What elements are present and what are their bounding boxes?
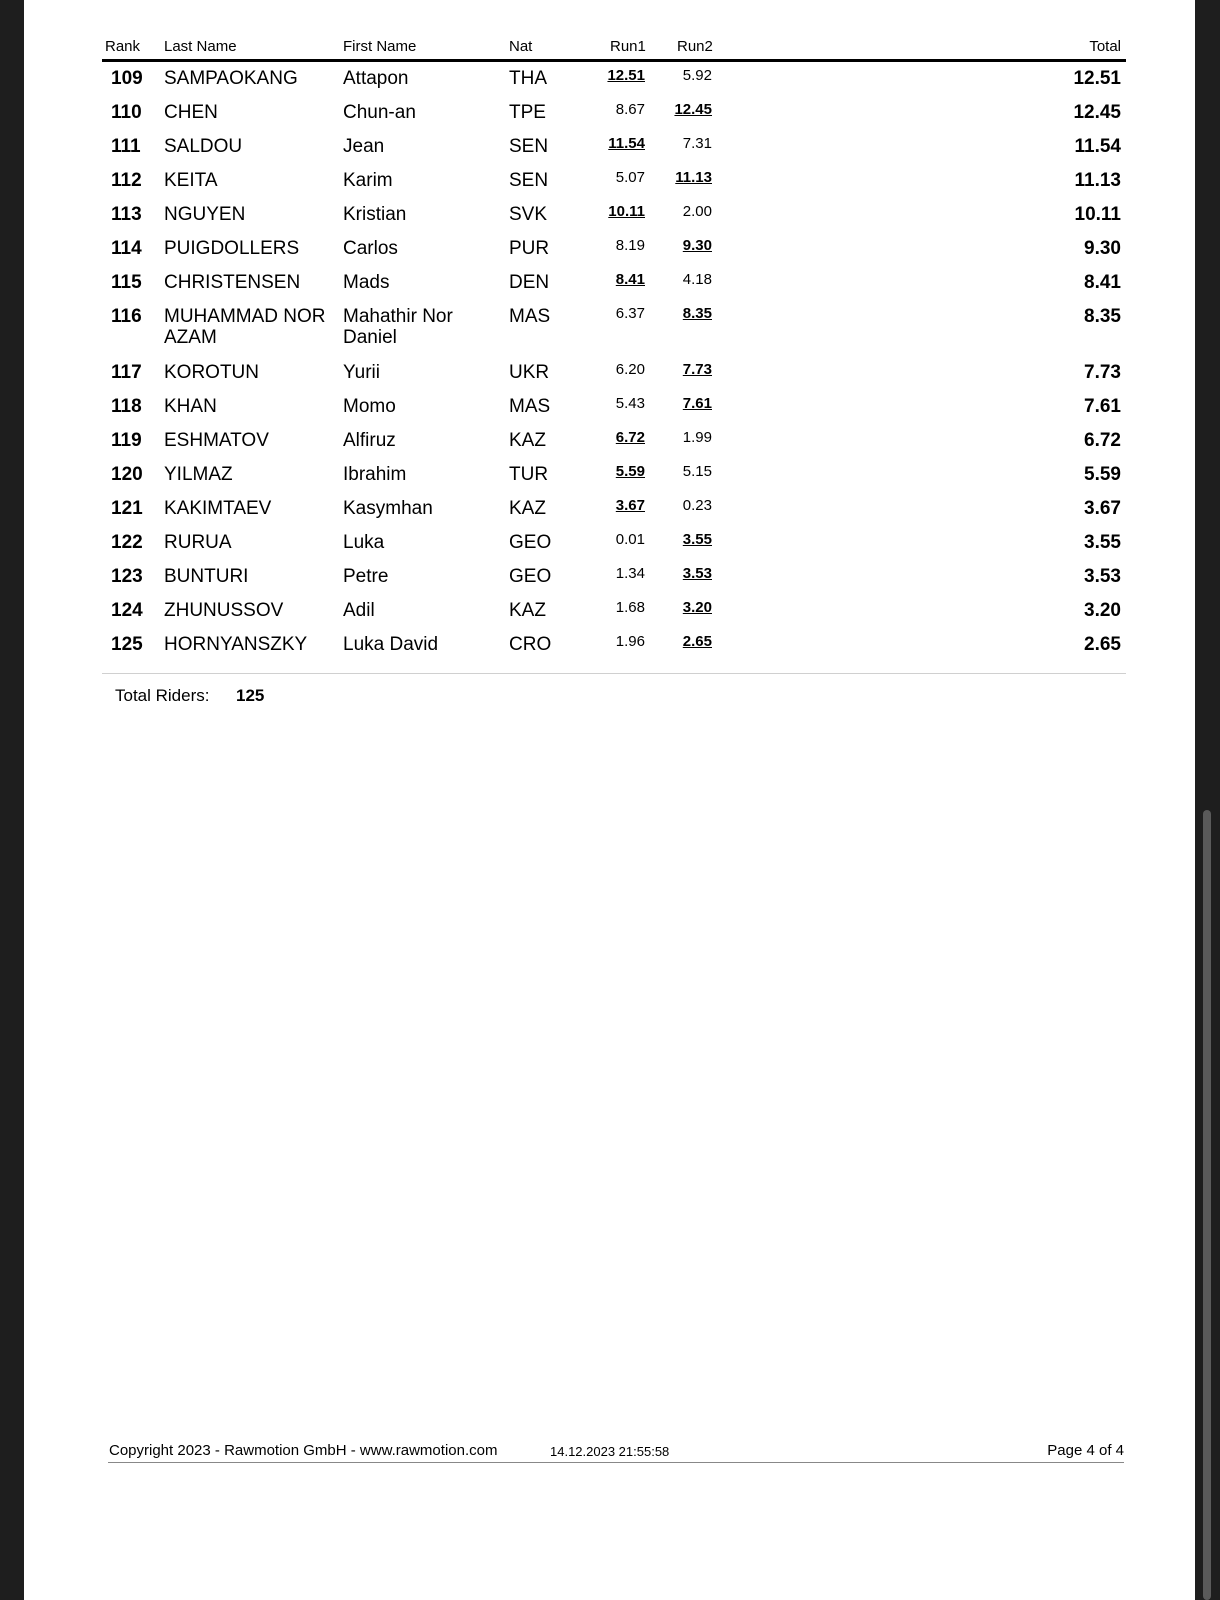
total-cell: 3.20 (1084, 600, 1121, 621)
first-name-cell: Petre (343, 566, 389, 587)
nat-cell: GEO (509, 532, 552, 553)
header-first-name: First Name (343, 38, 417, 55)
last-name-cell: ZHUNUSSOV (164, 600, 284, 621)
header-nat: Nat (509, 38, 533, 55)
nat-cell: MAS (509, 396, 551, 417)
total-cell: 11.13 (1074, 170, 1121, 191)
first-name-cell: Kasymhan (343, 498, 433, 519)
run1-cell: 1.68 (615, 599, 645, 616)
first-name-cell: Kristian (343, 204, 407, 225)
run2-cell: 11.13 (675, 169, 712, 186)
run2-cell: 4.18 (682, 271, 712, 288)
last-name-cell: BUNTURI (164, 566, 249, 587)
last-name-cell: CHRISTENSEN (164, 272, 301, 293)
total-cell: 3.55 (1084, 532, 1121, 553)
first-name-cell: Mahathir Nor Daniel (343, 306, 453, 348)
first-name-cell: Carlos (343, 238, 398, 259)
last-name-cell: NGUYEN (164, 204, 246, 225)
footer-page-number: Page 4 of 4 (1047, 1442, 1124, 1459)
first-name-cell: Momo (343, 396, 396, 417)
rank-cell: 110 (111, 102, 142, 123)
run1-cell: 8.67 (615, 101, 645, 118)
rank-cell: 117 (111, 362, 142, 383)
first-name-cell: Attapon (343, 68, 409, 89)
table-row (0, 136, 1220, 170)
header-run1: Run1 (610, 38, 646, 55)
last-name-cell: KAKIMTAEV (164, 498, 272, 519)
last-name-cell: SAMPAOKANG (164, 68, 298, 89)
first-name-cell: Chun-an (343, 102, 416, 123)
header-last-name: Last Name (164, 38, 237, 55)
run2-cell: 9.30 (682, 237, 712, 254)
run1-cell: 0.01 (615, 531, 645, 548)
last-name-cell: KOROTUN (164, 362, 259, 383)
first-name-cell: Alfiruz (343, 430, 396, 451)
total-riders-value: 125 (236, 686, 265, 705)
run1-cell: 11.54 (608, 135, 645, 152)
rank-cell: 116 (111, 306, 142, 327)
total-riders-label: Total Riders: (115, 686, 210, 705)
total-cell: 12.45 (1073, 102, 1121, 123)
run1-cell: 5.07 (615, 169, 645, 186)
header-total: Total (1089, 38, 1121, 55)
total-cell: 9.30 (1084, 238, 1121, 259)
run2-cell: 7.61 (682, 395, 712, 412)
run1-cell: 6.20 (615, 361, 645, 378)
total-cell: 8.35 (1084, 306, 1121, 327)
run2-cell: 2.65 (682, 633, 712, 650)
run1-cell: 6.72 (615, 429, 645, 446)
rank-cell: 111 (111, 136, 141, 157)
first-name-cell: Jean (343, 136, 385, 157)
last-name-cell: MUHAMMAD NOR AZAM (164, 306, 326, 348)
run1-cell: 3.67 (615, 497, 645, 514)
last-name-cell: CHEN (164, 102, 218, 123)
first-name-cell: Yurii (343, 362, 380, 383)
first-name-cell: Ibrahim (343, 464, 407, 485)
nat-cell: MAS (509, 306, 551, 327)
table-row (0, 272, 1220, 306)
rank-cell: 122 (111, 532, 143, 553)
table-row (0, 305, 1220, 348)
run2-cell: 5.92 (682, 67, 712, 84)
last-name-cell: PUIGDOLLERS (164, 238, 300, 259)
rank-cell: 124 (111, 600, 143, 621)
nat-cell: UKR (509, 362, 550, 383)
rank-cell: 121 (111, 498, 143, 519)
nat-cell: DEN (509, 272, 550, 293)
run1-cell: 10.11 (608, 203, 645, 220)
rank-cell: 112 (111, 170, 142, 191)
rank-cell: 119 (111, 430, 142, 451)
footer-divider (108, 1462, 1124, 1463)
rank-cell: 125 (111, 634, 143, 655)
rank-cell: 115 (111, 272, 142, 293)
nat-cell: CRO (509, 634, 552, 655)
nat-cell: THA (509, 68, 547, 89)
run1-cell: 6.37 (615, 305, 645, 322)
last-name-cell: ESHMATOV (164, 430, 269, 451)
run1-cell: 5.59 (615, 463, 645, 480)
table-row (0, 566, 1220, 600)
run1-cell: 8.19 (615, 237, 645, 254)
first-name-cell: Luka David (343, 634, 439, 655)
rank-cell: 118 (111, 396, 142, 417)
last-name-cell: KHAN (164, 396, 217, 417)
table-row (0, 396, 1220, 430)
run1-cell: 12.51 (607, 67, 645, 84)
table-row (0, 464, 1220, 498)
nat-cell: TUR (509, 464, 549, 485)
table-row (0, 170, 1220, 204)
total-cell: 2.65 (1084, 634, 1121, 655)
run2-cell: 3.55 (682, 531, 712, 548)
first-name-cell: Adil (343, 600, 375, 621)
run2-cell: 0.23 (682, 497, 712, 514)
table-row (0, 102, 1220, 136)
total-cell: 11.54 (1074, 136, 1121, 157)
table-row (0, 362, 1220, 396)
last-name-cell: RURUA (164, 532, 232, 553)
table-row (0, 498, 1220, 532)
nat-cell: SEN (509, 170, 549, 191)
header-run2: Run2 (677, 38, 713, 55)
table-row (0, 430, 1220, 464)
nat-cell: KAZ (509, 600, 546, 621)
run2-cell: 3.20 (682, 599, 712, 616)
run2-cell: 12.45 (674, 101, 712, 118)
rank-cell: 114 (111, 238, 142, 259)
first-name-cell: Mads (343, 272, 390, 293)
total-cell: 10.11 (1074, 204, 1121, 225)
total-cell: 3.53 (1084, 566, 1121, 587)
run2-cell: 1.99 (682, 429, 712, 446)
run1-cell: 1.34 (615, 565, 645, 582)
table-row (0, 634, 1220, 668)
first-name-cell: Karim (343, 170, 393, 191)
run2-cell: 3.53 (682, 565, 712, 582)
run2-cell: 5.15 (682, 463, 712, 480)
last-name-cell: YILMAZ (164, 464, 233, 485)
last-name-cell: KEITA (164, 170, 218, 191)
run2-cell: 2.00 (682, 203, 712, 220)
last-name-cell: SALDOU (164, 136, 243, 157)
header-divider (102, 59, 1126, 62)
total-cell: 5.59 (1084, 464, 1121, 485)
table-row (0, 532, 1220, 566)
total-cell: 7.73 (1084, 362, 1121, 383)
rank-cell: 123 (111, 566, 143, 587)
table-end-divider (102, 673, 1126, 674)
footer-copyright: Copyright 2023 - Rawmotion GmbH - www.rawmotion.com (109, 1442, 498, 1459)
last-name-cell: HORNYANSZKY (164, 634, 308, 655)
nat-cell: KAZ (509, 430, 546, 451)
header-rank: Rank (105, 38, 141, 55)
nat-cell: TPE (509, 102, 546, 123)
nat-cell: PUR (509, 238, 550, 259)
footer-timestamp: 14.12.2023 21:55:58 (550, 1444, 670, 1459)
run2-cell: 8.35 (682, 305, 712, 322)
nat-cell: SEN (509, 136, 549, 157)
nat-cell: SVK (509, 204, 548, 225)
run1-cell: 8.41 (615, 271, 645, 288)
run2-cell: 7.31 (682, 135, 712, 152)
rank-cell: 109 (111, 68, 143, 89)
total-cell: 6.72 (1084, 430, 1121, 451)
total-cell: 8.41 (1084, 272, 1121, 293)
run2-cell: 7.73 (682, 361, 712, 378)
run1-cell: 1.96 (615, 633, 645, 650)
nat-cell: GEO (509, 566, 552, 587)
nat-cell: KAZ (509, 498, 546, 519)
total-cell: 12.51 (1073, 68, 1121, 89)
table-row (0, 238, 1220, 272)
scrollbar-thumb[interactable] (1203, 810, 1211, 1600)
total-cell: 7.61 (1084, 396, 1121, 417)
total-cell: 3.67 (1084, 498, 1121, 519)
first-name-cell: Luka (343, 532, 385, 553)
table-row (0, 600, 1220, 634)
table-row (0, 204, 1220, 238)
table-row (0, 68, 1220, 102)
run1-cell: 5.43 (615, 395, 645, 412)
rank-cell: 120 (111, 464, 143, 485)
rank-cell: 113 (111, 204, 142, 225)
